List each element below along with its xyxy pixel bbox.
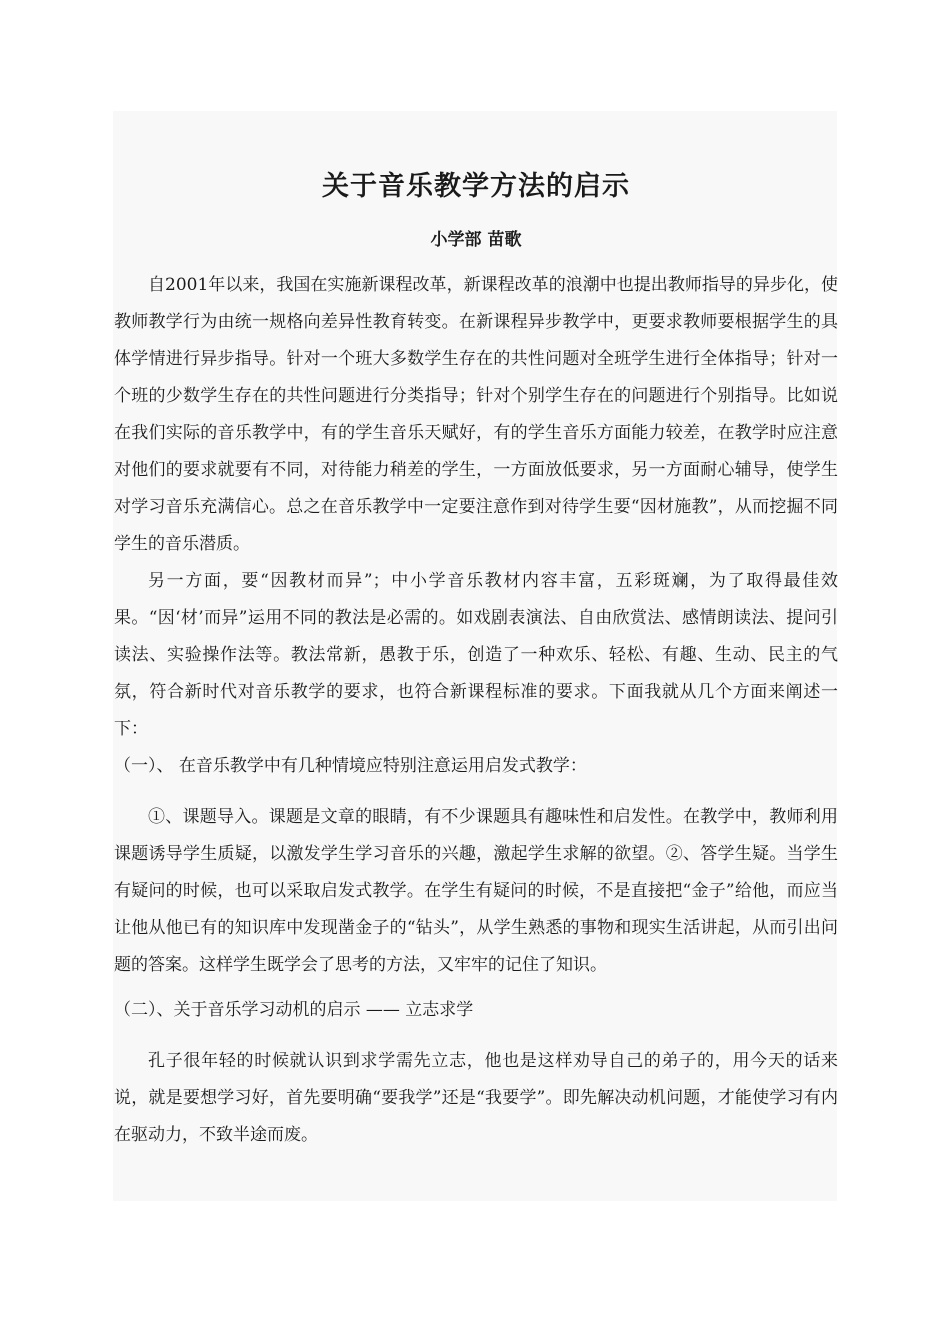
paragraph-3: ①、课题导入。课题是文章的眼睛，有不少课题具有趣味性和启发性。在教学中，教师利用课题诱导学生质疑，以激发学生学习音乐的兴趣，激起学生求解的欲望。②、答学生疑。当学生有疑问的时候，也可以采取启发式教学。在学生有疑问的时候，不是直接把“金子”给他，而应当让他从他已有的知识库中发现凿金子的“钻头”，从学生熟悉的事物和现实生活讲起，从而引出问题的答案。这样学生既学会了思考的方法，又牢牢的记住了知识。 — [114, 807, 838, 975]
paragraph-2: 另一方面，要“因教材而异”；中小学音乐教材内容丰富，五彩斑斓，为了取得最佳效果。“因‘材’而异”运用不同的教法是必需的。如戏剧表演法、自由欣赏法、感情朗读法、提问引读法、实验操作法等。教法常新，愚教于乐，创造了一种欢乐、轻松、有趣、生动、民主的气氛，符合新时代对音乐教学的要求，也符合新课程标准的要求。下面我就从几个方面来阐述一下： — [114, 571, 838, 739]
document-body — [114, 111, 838, 1154]
document-author: 小学部 苗歌 — [430, 230, 522, 250]
section-heading-1: （一）、 在音乐教学中有几种情境应特别注意运用启发式教学： — [114, 756, 587, 776]
paragraph-4: 孔子很年轻的时候就认识到求学需先立志，他也是这样劝导自己的弟子的，用今天的话来说，就是要想学习好，首先要明确“要我学”还是“我要学”。即先解决动机问题，才能使学习有内在驱动力，不致半途而废。 — [114, 1051, 838, 1145]
paragraph-1: 自2001年以来，我国在实施新课程改革，新课程改革的浪潮中也提出教师指导的异步化，使教师教学行为由统一规格向差异性教育转变。在新课程异步教学中，更要求教师要根据学生的具体学情进行异步指导。针对一个班大多数学生存在的共性问题对全班学生进行全体指导；针对一个班的少数学生存在的共性问题进行分类指导；针对个别学生存在的问题进行个别指导。比如说在我们实际的音乐教学中，有的学生音乐天赋好，有的学生音乐方面能力较差，在教学时应注意对他们的要求就要有不同，对待能力稍差的学生，一方面放低要求，另一方面耐心辅导，使学生对学习音乐充满信心。总之在音乐教学中一定要注意作到对待学生要“因材施教”，从而挖掘不同学生的音乐潜质。 — [114, 275, 838, 554]
document-title: 关于音乐教学方法的启示 — [322, 171, 630, 202]
section-heading-2: （二）、关于音乐学习动机的启示 —— 立志求学 — [114, 1000, 474, 1020]
